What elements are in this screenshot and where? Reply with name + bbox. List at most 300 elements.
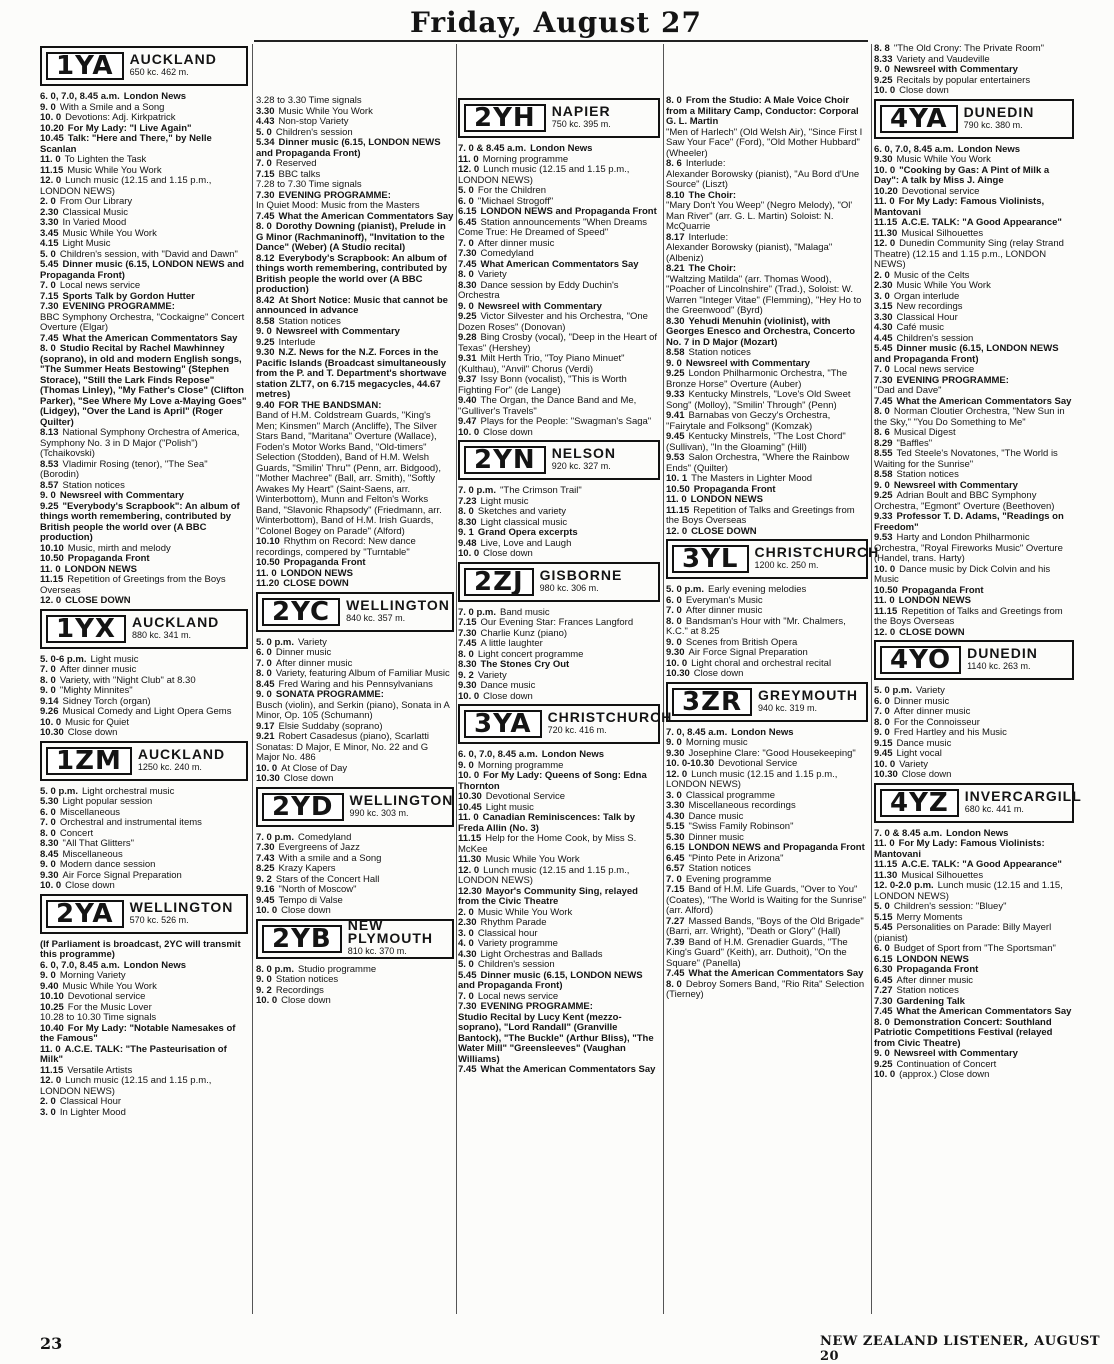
programme-text: Music for Quiet: [65, 716, 130, 728]
programme-entry: [874, 1070, 1074, 1081]
programme-time: 7.30: [874, 374, 893, 386]
programme-entry: [40, 575, 248, 596]
programme-text: Barnabas von Geczy's Orchestra, "Fairytale and Folksong" (Komzak): [666, 410, 831, 432]
programme-time: 3.30: [666, 800, 685, 811]
programme-time: 7. 0 p.m.: [256, 831, 295, 843]
programme-time: 8.13: [40, 427, 59, 438]
programme-time: 10. 0: [40, 112, 62, 123]
programme-text: Band of H.M. Coldstream Guards, "King's Men; Kinsmen" March (Ancliffe), The Silver Stars Band, "Maritana" Overture (Wallace), Foden's Motor Works Band, "Old-timers" Selection (Stodden), Band of H.M. Welsh Guards, "Smilin' Thru'" (Penn, arr. Bidgood), "Mother Machree" (Ball, arr. Smith), "Softly Awakes My Heart" (Saint-Saens, arr. Winterbottom), Munn and Felton's Works Band, "Slavonic Rhapsody" (Friedmann, arr. Winterbottom), Band of H.M. Irish Guards, "Colonel Bogey on Parade" (Alford): [256, 410, 442, 537]
programme-text: Band of H.M. Life Guards, "Over to You" (Coates), "The World is Waiting for the Sunrise" (arr. Alford): [666, 884, 866, 916]
programme-time: 5.30: [666, 831, 685, 843]
programme-time: 4.15: [40, 238, 59, 249]
programme-text: Elsie Suddaby (soprano): [278, 720, 383, 732]
programme-time: 9.25: [874, 1058, 893, 1070]
programme-entry: [40, 502, 248, 544]
programme-text: 3.28 to 3.30 Time signals: [256, 95, 362, 106]
programme-entry: [458, 333, 660, 354]
station-info: [137, 745, 226, 774]
programme-text: What American Commentators Say: [480, 258, 639, 270]
programme-entry: [874, 491, 1074, 512]
programme-time: 5. 0 p.m.: [666, 584, 705, 595]
station-callsign: 3YL: [672, 545, 749, 573]
station-header: [458, 98, 660, 138]
programme-text: LONDON NEWS: [64, 563, 137, 575]
programme-text: After dinner music: [477, 237, 555, 249]
station-callsign: 1YX: [46, 615, 126, 643]
station-frequency: 810 kc. 370 m.: [347, 946, 407, 956]
programme-entry: [874, 607, 1074, 628]
programme-time: 9.30: [256, 347, 275, 358]
programme-text: London News: [541, 749, 605, 760]
programme-text: Classical hour: [477, 927, 538, 939]
programme-entry: [666, 128, 868, 160]
station-info: [967, 647, 1038, 673]
station-header: [40, 609, 248, 649]
programme-text: The Choir:: [688, 189, 736, 201]
programme-text: "Michael Strogoff": [477, 195, 554, 207]
programme-entry: [458, 1013, 660, 1066]
programme-time: 10.30: [40, 727, 64, 738]
programme-text: After dinner music: [685, 605, 763, 616]
column-divider: [252, 44, 253, 1314]
column-3: [458, 96, 673, 1076]
programme-time: 9. 0: [458, 759, 474, 771]
programme-text: Josephine Clare: "Good Housekeeping": [688, 747, 856, 759]
programme-entry: [874, 770, 1074, 781]
programme-time: 9. 0: [256, 326, 272, 337]
programme-text: "Mary Don't You Weep" (Negro Melody), "Ol' Man River" (arr. G. L. Martin) Soloist: N. McQuarrie: [666, 200, 853, 232]
programme-text: What the American Commentators Say: [62, 332, 238, 344]
programme-text: Variety: [916, 685, 945, 696]
programme-time: 11.15: [666, 504, 690, 516]
programme-entry: [666, 770, 868, 791]
programme-text: Dinner music (6.15, LONDON NEWS and Propaganda Front): [458, 969, 643, 991]
programme-text: Music While You Work: [67, 164, 162, 176]
programme-text: London News: [123, 91, 187, 102]
programme-text: London News: [946, 827, 1009, 839]
programme-text: (If Parliament is broadcast, 2YC will transmit this programme): [40, 938, 241, 960]
programme-text: Close down: [483, 548, 533, 559]
programme-time: 9. 0: [458, 300, 474, 312]
station-header: [874, 640, 1074, 680]
programme-time: 11. 0: [40, 563, 61, 575]
programme-text: Station notices: [896, 985, 959, 996]
programme-entry: [666, 390, 868, 411]
programme-time: 4.45: [874, 332, 893, 344]
programme-time: 8.42: [256, 294, 275, 306]
programme-time: 7.45: [874, 1006, 893, 1017]
programme-text: Dunedin Community Sing (relay Strand Theatre) (12.15 and 1.15 p.m., LONDON NEWS): [874, 238, 1064, 270]
programme-text: Children's session: [896, 332, 974, 344]
programme-text: "North of Moscow": [278, 884, 357, 895]
programme-text: Close down: [67, 727, 118, 738]
station-callsign: 2YB: [262, 925, 342, 953]
programme-time: 7.30: [458, 627, 477, 639]
programme-time: 12. 0-2.0 p.m.: [874, 880, 934, 891]
programme-text: Band of H.M. Grenadier Guards, "The King's Guard" (Keith), arr. Duthoit), "On the Square" (Panella): [666, 936, 848, 969]
station-frequency: 880 kc. 341 m.: [131, 629, 192, 640]
programme-time: 7. 0: [666, 873, 682, 885]
programme-entry: [40, 881, 248, 892]
programme-time: 9. 0: [874, 727, 890, 738]
programme-time: 11.15: [458, 833, 482, 844]
programme-text: Repetition of Greetings from the Boys Overseas: [40, 574, 226, 596]
programme-text: Victor Silvester and his Orchestra, "One Dozen Roses" (Donovan): [458, 311, 648, 333]
programme-time: 10. 0: [256, 995, 278, 1006]
programme-time: 5. 0 p.m.: [874, 685, 913, 696]
programme-entry: [40, 596, 248, 607]
programme-time: 10. 0: [40, 716, 62, 728]
programme-entry: [874, 407, 1074, 428]
programme-time: 8. 0: [40, 827, 56, 839]
programme-time: 8. 0: [874, 406, 890, 417]
programme-time: 9.28: [458, 332, 477, 343]
programme-text: Café music: [896, 322, 945, 333]
programme-time: 8.10: [666, 189, 685, 201]
programme-text: Children's session: [275, 126, 353, 138]
programme-text: Local news service: [59, 280, 141, 291]
programme-text: Tempo di Valse: [278, 894, 343, 906]
programme-text: Repetition of Talks and Greetings from the Boys Overseas: [666, 504, 855, 526]
station-callsign: 4YO: [880, 646, 961, 674]
station-city: NELSON: [551, 445, 617, 461]
programme-time: 7.45: [874, 395, 893, 407]
programme-time: 10.30: [874, 769, 898, 780]
programme-entry: [40, 260, 248, 281]
programme-time: 9. 0: [40, 859, 56, 870]
programme-time: 11.15: [40, 574, 64, 585]
station-callsign: 1YA: [46, 52, 124, 80]
programme-time: 5.15: [666, 821, 685, 832]
programme-time: 10.20: [874, 185, 898, 197]
programme-text: CLOSE DOWN: [899, 626, 965, 638]
programme-text: For the Music Lover: [67, 1001, 152, 1013]
programme-text: In Quiet Mood: Music from the Masters: [256, 200, 420, 211]
programme-text: A.C.E. TALK: "A Good Appearance": [901, 859, 1062, 870]
programme-text: Gardening Talk: [896, 995, 965, 1007]
station-info: [963, 103, 1035, 132]
programme-entry: [40, 1045, 248, 1066]
programme-time: 6. 0: [666, 594, 682, 606]
station-city: GREYMOUTH: [757, 686, 858, 703]
programme-text: Grand Opera excerpts: [477, 527, 578, 538]
programme-text: Interlude:: [688, 231, 729, 243]
programme-time: 9.30: [874, 154, 893, 165]
programme-entry: [256, 138, 454, 159]
programme-text: Light Music: [62, 238, 111, 249]
programme-time: 9.41: [666, 410, 685, 421]
programme-time: 9. 0: [40, 685, 56, 696]
programme-text: Classical Hour: [896, 311, 958, 323]
programme-time: 8.30: [666, 315, 685, 327]
programme-entry: [666, 617, 868, 638]
programme-time: 10.45: [458, 801, 482, 813]
programme-time: 9.14: [40, 695, 59, 707]
programme-time: 8.45: [40, 848, 59, 860]
programme-time: 10. 0: [666, 657, 688, 669]
programme-entry: [666, 170, 868, 191]
programme-time: 7.43: [256, 852, 275, 864]
programme-text: Concert: [59, 827, 94, 839]
station-frequency: 990 kc. 303 m.: [349, 807, 409, 818]
programme-text: Musical Silhouettes: [901, 869, 984, 881]
programme-text: New recordings: [896, 301, 963, 312]
programme-time: 10.30: [458, 791, 482, 802]
programme-text: Light choral and orchestral recital: [691, 657, 832, 669]
programme-time: 8. 0: [666, 978, 682, 990]
programme-text: CLOSE DOWN: [691, 525, 757, 537]
programme-entry: [458, 312, 660, 333]
programme-entry: [40, 176, 248, 197]
programme-text: Light concert programme: [477, 648, 584, 660]
programme-time: 11.15: [40, 1064, 64, 1076]
programme-time: 9. 0: [666, 357, 682, 369]
programme-text: Bandsman's Hour with "Mr. Chalmers, K.C." at 8.25: [666, 615, 846, 637]
programme-text: LONDON NEWS: [280, 567, 353, 579]
programme-time: 8.29: [874, 437, 893, 449]
programme-entry: [874, 628, 1074, 639]
programme-entry: [256, 411, 454, 537]
programme-time: 11. 0: [874, 196, 895, 207]
programme-text: For My Lady: Famous Violinists, Mantovani: [874, 196, 1045, 218]
programme-time: 10. 0: [458, 548, 480, 559]
programme-text: "Swiss Family Robinson": [688, 821, 794, 832]
programme-time: 11.15: [874, 217, 898, 228]
programme-time: 10.25: [40, 1001, 64, 1013]
station-info: [349, 791, 454, 820]
programme-entry: [666, 980, 868, 1001]
programme-time: 7. 0: [40, 664, 56, 675]
programme-time: 6.57: [666, 863, 685, 874]
programme-time: 2. 0: [40, 1096, 56, 1107]
programme-entry: [40, 940, 248, 961]
programme-text: At Close of Day: [281, 762, 348, 774]
programme-entry: [874, 533, 1074, 565]
programme-time: 10. 0: [458, 770, 480, 781]
programme-entry: [874, 166, 1074, 187]
programme-time: 9.25: [256, 336, 275, 348]
programme-time: 8. 0: [256, 668, 272, 679]
programme-entry: [256, 222, 454, 254]
programme-time: 3. 0: [666, 789, 682, 801]
programme-text: "Pinto Pete in Arizona": [688, 852, 784, 864]
programme-time: 8.55: [874, 448, 893, 459]
station-header: [458, 562, 660, 602]
programme-text: Newsreel with Commentary: [685, 357, 810, 369]
programme-time: 7. 0: [666, 605, 682, 616]
programme-text: BBC Symphony Orchestra, "Cockaigne" Concert Overture (Elgar): [40, 311, 245, 333]
programme-time: 12. 0: [40, 595, 62, 606]
station-city: DUNEDIN: [967, 645, 1038, 661]
programme-time: 7.15: [666, 884, 685, 895]
programme-text: Newsreel with Commentary: [59, 490, 184, 501]
programme-time: 5.45: [874, 343, 893, 354]
programme-text: Musical Digest: [893, 427, 956, 438]
programme-text: Non-stop Variety: [278, 116, 349, 127]
programme-text: A.C.E. TALK: "A Good Appearance": [901, 217, 1062, 228]
programme-time: 7. 0: [40, 280, 56, 291]
programme-time: 7. 0 p.m.: [458, 606, 497, 618]
station-frequency: 650 kc. 462 m.: [129, 67, 189, 77]
programme-entry: [256, 579, 454, 590]
programme-text: Variety, with "Night Club" at 8.30: [59, 674, 196, 686]
station-header: [40, 46, 248, 86]
programme-text: Close down: [283, 773, 334, 784]
programme-text: N.Z. News for the N.Z. Forces in the Pacific Islands (Broadcast simultaneously from the P. and T. Department's shortwave station ZLT7, on 6.715 megacycles, 44.67 metres): [256, 347, 447, 400]
column-divider: [456, 44, 457, 1314]
programme-time: 10.10: [40, 542, 64, 554]
programme-time: 9.40: [458, 395, 477, 406]
programme-time: 11.30: [458, 854, 482, 865]
programme-text: Ted Steele's Novatones, "The World is Waiting for the Sunrise": [874, 448, 1058, 470]
programme-time: 6.45: [874, 974, 893, 986]
programme-time: 8. 0: [874, 716, 890, 728]
programme-text: Children's session: [477, 959, 555, 970]
programme-text: Versatile Artists: [67, 1064, 133, 1076]
programme-time: 9. 2: [256, 873, 272, 885]
programme-text: Dinner music (6.15, LONDON NEWS and Propaganda Front): [874, 343, 1059, 365]
programme-text: Continuation of Concert: [896, 1058, 997, 1070]
programme-text: "Men of Harlech" (Old Welsh Air), "Since First I Saw Your Face" (Ford), "Old Mother Hubbard" (Wheeler): [666, 126, 863, 159]
programme-text: Rhythm on Record: New dance recordings, compered by "Turntable": [256, 536, 416, 558]
station-info: [552, 105, 611, 131]
programme-time: 9.45: [874, 748, 893, 759]
programme-entry: [874, 449, 1074, 470]
programme-text: Comedyland: [480, 248, 534, 259]
programme-text: Sidney Torch (organ): [62, 695, 151, 707]
programme-text: Musical Comedy and Light Opera Gems: [62, 706, 232, 717]
programme-text: Dorothy Downing (pianist), Prelude in G Minor (Rachmaninoff), "Invitation to the Dance" (Weber) (A Studio recital): [256, 221, 446, 253]
programme-text: "Cooking by Gas: A Pint of Milk a Day": A talk by Miss J. Ainge: [874, 164, 1050, 186]
programme-entry: [666, 917, 868, 938]
programme-text: Music of the Celts: [893, 269, 970, 281]
programme-time: 4.30: [458, 948, 477, 960]
programme-text: For the Connoisseur: [893, 716, 980, 728]
programme-time: 7.27: [874, 985, 893, 996]
programme-time: 9.16: [256, 884, 275, 895]
header-rule: [254, 40, 868, 42]
programme-time: 6.45: [458, 216, 477, 228]
programme-text: Devotional service: [901, 185, 980, 197]
programme-time: 7.15: [458, 617, 477, 628]
programme-time: 8.53: [40, 458, 59, 470]
programme-text: Merry Moments: [896, 911, 963, 923]
programme-time: 9.45: [666, 431, 685, 442]
publication-footer: NEW ZEALAND LISTENER, AUGUST 20: [820, 1334, 1101, 1364]
programme-time: 8. 0: [40, 343, 56, 354]
station-info: [757, 686, 858, 715]
programme-text: "The Old Crony: The Private Room": [893, 43, 1045, 54]
programme-time: 10. 0: [874, 758, 896, 770]
programme-entry: [40, 344, 248, 428]
programme-time: 7.30: [458, 248, 477, 259]
programme-text: Recordings: [275, 984, 324, 996]
programme-entry: [666, 885, 868, 917]
programme-text: Studio programme: [298, 963, 377, 975]
programme-text: BBC talks: [278, 168, 321, 180]
programme-text: Kentucky Minstrels, "Love's Old Sweet Song" (Molloy), "Smilin' Through" (Penn): [666, 389, 851, 411]
station-frequency: 750 kc. 395 m.: [551, 119, 611, 129]
programme-text: Evergreens of Jazz: [278, 842, 360, 853]
programme-time: 9.17: [256, 720, 275, 732]
programme-text: Personalities on Parade: Billy Mayerl (pianist): [874, 922, 1052, 944]
programme-time: 8. 0: [458, 269, 474, 280]
programme-time: 7. 0, 8.45 a.m.: [666, 726, 728, 738]
station-frequency: 920 kc. 327 m.: [551, 461, 611, 471]
programme-entry: [458, 354, 660, 375]
programme-entry: [458, 549, 660, 560]
station-city: WELLINGTON: [349, 791, 454, 808]
programme-entry: [874, 881, 1074, 902]
programme-text: Talk: "Here and There," by Nelle Scanlan: [40, 133, 212, 155]
programme-time: 9. 0: [666, 636, 682, 648]
programme-text: For the Children: [477, 185, 546, 196]
programme-time: 7.39: [666, 936, 685, 948]
programme-time: 9.26: [40, 706, 59, 717]
programme-time: 10. 1: [666, 473, 688, 484]
programme-time: 3.15: [874, 301, 893, 312]
programme-time: 11. 0: [666, 494, 687, 505]
programme-text: Station notices: [688, 863, 751, 874]
station-header: [666, 682, 868, 722]
station-frequency: 980 kc. 306 m.: [539, 582, 599, 593]
station-info: [130, 53, 217, 79]
programme-text: Variety: [298, 636, 327, 648]
station-frequency: 1200 kc. 250 m.: [754, 560, 819, 570]
programme-text: Lunch music (12.15 and 1.15, LONDON NEWS): [874, 880, 1063, 902]
programme-entry: [666, 527, 868, 538]
programme-time: 9.21: [256, 731, 275, 742]
programme-text: What the American Commentators Say: [688, 968, 864, 979]
programme-time: 10. 0: [40, 880, 62, 891]
programme-text: Live, Love and Laugh: [480, 537, 572, 549]
programme-text: Massed Bands, "Boys of the Old Brigade" (Barri, arr. Wright), "Death or Glory" (Hall): [666, 915, 864, 937]
programme-time: 10.10: [256, 536, 280, 547]
programme-time: 8.45: [256, 678, 275, 690]
programme-time: 5. 0: [256, 126, 272, 138]
programme-time: 6. 0, 7.0, 8.45 a.m.: [458, 749, 538, 760]
programme-text: LONDON NEWS and Propaganda Front: [688, 842, 865, 853]
programme-text: LONDON NEWS: [896, 953, 969, 965]
programme-time: 10.50: [256, 557, 280, 568]
programme-text: Salon Orchestra, "Where the Rainbow Ends" (Quilter): [666, 452, 850, 474]
programme-text: Alexander Borowsky (pianist), "Malaga" (Albeniz): [666, 242, 833, 264]
programme-text: Close down: [693, 668, 744, 679]
programme-text: Variety: [477, 669, 507, 681]
programme-time: 8. 0: [458, 506, 474, 517]
programme-time: 8. 6: [666, 158, 682, 169]
programme-time: 8. 8: [874, 43, 890, 54]
programme-time: 4.30: [666, 810, 685, 822]
programme-entry: [458, 887, 660, 908]
programme-text: EVENING PROGRAMME:: [278, 189, 391, 201]
programme-text: With a Smile and a Song: [59, 101, 165, 113]
programme-text: A.C.E. TALK: "The Pasteurisation of Milk": [40, 1043, 227, 1065]
programme-time: 7. 0 p.m.: [458, 485, 497, 496]
programme-text: Lunch music (12.15 and 1.15 p.m., LONDON NEWS): [40, 1075, 212, 1097]
programme-time: 12. 0: [874, 626, 896, 638]
programme-text: Mayor's Community Sing, relayed from the Civic Theatre: [458, 885, 638, 907]
programme-time: 6.15: [666, 842, 685, 853]
programme-time: 7. 0: [40, 817, 56, 828]
programme-time: 8.30: [458, 516, 477, 528]
programme-time: 11. 0: [458, 153, 479, 165]
programme-text: Children's session: "Bluey": [893, 901, 1007, 912]
programme-time: 9.40: [40, 980, 59, 992]
programme-time: 6. 0: [874, 695, 890, 707]
programme-time: 7. 0 & 8.45 a.m.: [458, 143, 527, 154]
station-header: [256, 919, 454, 959]
